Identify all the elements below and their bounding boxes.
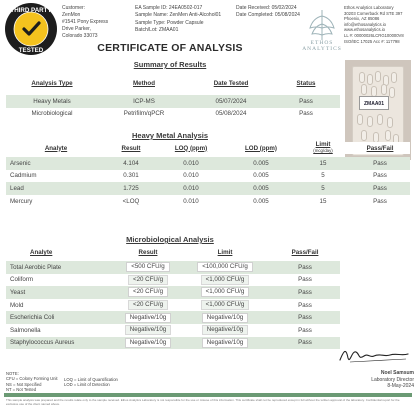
micro-pass-fail: Pass [298, 276, 312, 284]
table-row [6, 95, 340, 108]
micro-result: <500 CFU/g [126, 262, 170, 272]
metal-pass-fail: Pass [373, 172, 387, 180]
metal-loq: 0.010 [183, 172, 199, 180]
dates-block [236, 5, 300, 20]
note-line: CFU = Colony Forming Unit [6, 376, 58, 382]
micro-pass-fail: Pass [270, 261, 340, 274]
note-line: NT = Not Tested [6, 387, 37, 393]
metal-loq: 0.010 [156, 157, 226, 170]
lab-accreditation: ISO/IEC 17025 Acc #: 117798 [344, 38, 400, 44]
table-row [6, 182, 410, 195]
summary-cell: Pass [272, 95, 340, 108]
customer-address-3: Colorado 33073 [62, 33, 98, 39]
batch-lot: Batch/Lot: ZMAA01 [135, 27, 179, 34]
heavy-metal-table [6, 142, 410, 207]
signer-block [330, 370, 414, 390]
micro-limit: <1,000 CFU/g [201, 300, 250, 310]
note-line: LOD = Limit of Detection [64, 382, 110, 388]
micro-analyte: Coliform [10, 276, 34, 284]
table-row [6, 286, 340, 299]
micro-col-result: Result [116, 247, 180, 258]
lab-license: LL #: 00000026LCRG100000V8 [344, 32, 404, 38]
table-row [6, 157, 410, 170]
summary-col-method: Method [98, 78, 190, 89]
director-signature [336, 344, 412, 366]
metal-limit-unit: (mcg/day) [313, 148, 333, 153]
micro-limit: <1,000 CFU/g [201, 287, 250, 297]
summary-cell: Pass [299, 110, 313, 118]
sample-id: EA Sample ID: 24EA0502-017 [135, 5, 203, 11]
signer-title: Laboratory Director [371, 376, 414, 383]
summary-cell: 05/07/2024 [190, 95, 272, 108]
bag-label: ZMAA01 [359, 96, 389, 110]
summary-col-status: Status [272, 78, 340, 89]
micro-table [6, 247, 340, 349]
summary-heading: Summary of Results [133, 60, 207, 69]
table-row [6, 274, 340, 287]
micro-pass-fail: Pass [298, 301, 312, 309]
micro-analyte: Staphylococcus Aureus [6, 337, 116, 350]
sample-info-block [135, 5, 221, 35]
page-title: CERTIFICATE OF ANALYSIS [97, 42, 243, 54]
summary-cell: Petrifilm/qPCR [123, 110, 165, 118]
notes-block-2 [64, 377, 118, 388]
note-line: NS = Not Specified [6, 381, 42, 387]
micro-analyte: Salmonella [10, 326, 41, 334]
metal-loq: 0.010 [183, 197, 199, 205]
metal-analyte: Mercury [10, 197, 33, 205]
micro-col-analyte: Analyte [6, 247, 116, 258]
micro-limit: Negative/10g [202, 325, 248, 335]
lab-website-link[interactable]: www.ethosanalytics.io [344, 27, 385, 33]
micro-limit: <1,000 CFU/g [201, 275, 250, 285]
metal-analyte: Lead [6, 182, 106, 195]
seal-bottom-text: TESTED [18, 47, 44, 54]
micro-analyte: Mold [10, 301, 24, 309]
micro-limit: <100,000 CFU/g [197, 262, 253, 272]
metal-pass-fail: Pass [373, 197, 387, 205]
micro-limit: Negative/10g [202, 313, 248, 323]
micro-pass-fail: Pass [270, 286, 340, 299]
metal-col-limit [296, 142, 350, 154]
metal-limit-label: Limit [315, 141, 331, 148]
table-row [6, 170, 410, 183]
notes-label: NOTE: [6, 371, 19, 376]
footer-divider [4, 393, 412, 397]
table-row [6, 108, 340, 121]
micro-col-pass-fail: Pass/Fail [270, 247, 340, 258]
customer-name: ZenMon [62, 12, 81, 18]
metal-result: 0.301 [123, 172, 139, 180]
date-received: Date Received: 05/02/2024 [236, 5, 297, 11]
lab-address-line: 30203 Cornerback Rd STE 397 [344, 10, 403, 16]
micro-result: Negative/10g [125, 325, 171, 335]
metal-result: <LOQ [122, 197, 140, 205]
micro-result: <20 CFU/g [128, 275, 168, 285]
micro-analyte: Total Aerobic Plate [6, 261, 116, 274]
customer-label: Customer: [62, 5, 86, 11]
metal-result: 4.104 [106, 157, 156, 170]
metal-col-analyte: Analyte [6, 142, 106, 154]
signer-name: Noel Samsum [380, 370, 414, 376]
micro-analyte: Yeast [6, 286, 116, 299]
customer-address-2: Drive Parker, [62, 26, 91, 32]
customer-address-1: #1541 Pony Express [62, 19, 109, 25]
lab-email-link[interactable]: info@ethosanalytics.io [344, 21, 386, 27]
table-row [6, 195, 410, 208]
micro-analyte: Escherichia Coli [6, 311, 116, 324]
lab-address-line: Phoenix, AZ 85086 [344, 16, 380, 22]
metal-limit: 15 [319, 197, 327, 205]
metal-col-pass-fail: Pass/Fail [350, 142, 410, 154]
lab-name-wordmark: ETHOS ANALYTICS [302, 40, 342, 52]
metal-analyte: Arsenic [6, 157, 106, 170]
summary-cell: Microbiological [31, 110, 73, 118]
summary-cell: Heavy Metals [6, 95, 98, 108]
sample-type: Sample Type: Powder Capsule [135, 19, 204, 26]
table-row [6, 261, 340, 274]
table-row [6, 324, 340, 337]
metal-pass-fail: Pass [350, 157, 410, 170]
micro-pass-fail: Pass [270, 337, 340, 350]
summary-col-analysis-type: Analysis Type [6, 78, 98, 89]
metal-col-loq: LOQ (ppm) [156, 142, 226, 154]
note-line: LOQ = Limit of Quantification [64, 377, 118, 382]
lab-address-line: Ethos Analytics Laboratory [344, 5, 394, 10]
heavy-metal-heading: Heavy Metal Analysis [131, 131, 208, 140]
micro-result: Negative/10g [125, 338, 171, 348]
metal-analyte: Cadmium [10, 172, 37, 180]
micro-col-limit: Limit [180, 247, 270, 258]
table-row [6, 299, 340, 312]
table-row [6, 311, 340, 324]
metal-pass-fail: Pass [350, 182, 410, 195]
metal-col-result: Result [106, 142, 156, 154]
micro-heading: Microbiological Analysis [126, 235, 214, 244]
micro-result: <20 CFU/g [128, 300, 168, 310]
date-completed: Date Completed: 05/08/2024 [236, 12, 300, 19]
micro-pass-fail: Pass [298, 326, 312, 334]
summary-cell: 05/08/2024 [215, 110, 247, 118]
micro-pass-fail: Pass [270, 311, 340, 324]
summary-col-date-tested: Date Tested [190, 78, 272, 89]
signer-date: 8-May-2024 [387, 383, 414, 390]
metal-result: 1.725 [106, 182, 156, 195]
metal-col-lod: LOD (ppm) [226, 142, 296, 154]
metal-lod: 0.005 [253, 172, 269, 180]
summary-table [6, 78, 340, 120]
metal-lod: 0.005 [226, 182, 296, 195]
metal-limit: 5 [296, 182, 350, 195]
micro-result: <20 CFU/g [128, 287, 168, 297]
summary-cell: ICP-MS [98, 95, 190, 108]
disclaimer-text: This sample analysis was prepared and the results relate only to the sample received. Ethos Analytics Laboratory is not responsible for the use or misuse of this information. This certificate shall not be reproduced except in full without the written approval of the laboratory. Confidential report for the exclusive use of the client named above. [6, 398, 400, 406]
seal-top-text: THIRD PARTY [10, 7, 52, 14]
customer-block [62, 5, 134, 40]
metal-limit: 5 [321, 172, 325, 180]
lab-address-block [344, 5, 414, 44]
table-row [6, 337, 340, 350]
metal-lod: 0.005 [253, 197, 269, 205]
metal-lod: 0.005 [226, 157, 296, 170]
metal-limit: 15 [296, 157, 350, 170]
micro-limit: Negative/10g [202, 338, 248, 348]
micro-result: Negative/10g [125, 313, 171, 323]
metal-loq: 0.010 [156, 182, 226, 195]
sample-name: Sample Name: ZenMen Anti-Alcohol01 [135, 12, 222, 19]
notes-block [6, 371, 58, 393]
